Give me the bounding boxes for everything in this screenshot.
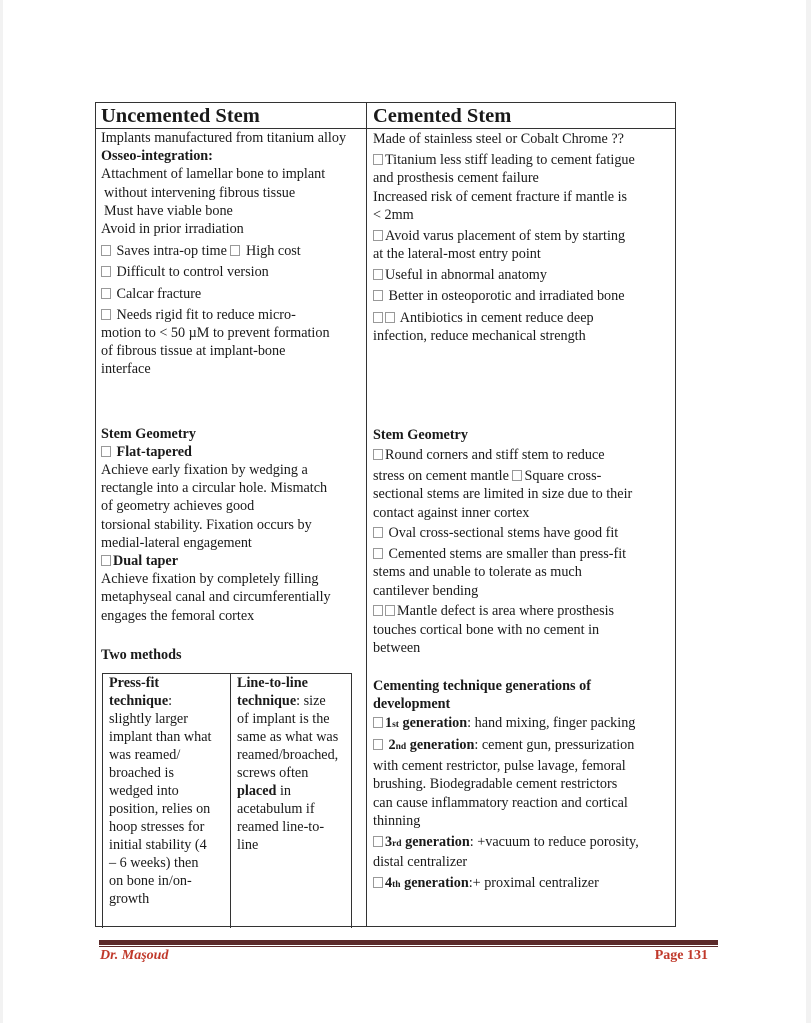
round-square-line: stress on cement mantle Square cross-	[373, 467, 602, 484]
round-bullet: Round corners and stiff stem to reduce	[373, 446, 673, 465]
flat-line: medial-lateral engagement	[101, 534, 252, 551]
gen3-bullet: 3rd generation: +vacuum to reduce porosity,	[373, 833, 673, 854]
press-fit-line: broached is	[109, 765, 175, 781]
stem-geometry-title-right: Stem Geometry	[373, 426, 468, 443]
checkbox-icon	[101, 245, 111, 256]
mantle-bullet: Mantle defect is area where prosthesis	[373, 602, 673, 621]
checkbox-icon	[373, 269, 383, 280]
cemented-bullet: Cemented stems are smaller than press-fit	[373, 545, 673, 564]
osseo-line: Attachment of lamellar bone to implant	[101, 166, 326, 183]
line-to-line-line: of implant is the	[237, 711, 330, 727]
methods-table	[102, 673, 352, 928]
cemented-line: cantilever bending	[373, 582, 479, 599]
square-line: sectional stems are limited in size due to their	[373, 486, 633, 502]
press-fit-line: position, relies on	[109, 801, 211, 817]
gen2-line: with cement restrictor, pulse lavage, femoral	[373, 757, 626, 774]
checkbox-icon	[373, 527, 383, 538]
checkbox-icon	[373, 230, 383, 241]
document-page	[3, 0, 806, 1023]
line-to-line-line: reamed line-to-	[237, 819, 325, 835]
gen2-line: thinning	[373, 813, 421, 829]
dual-line: engages the femoral cortex	[101, 607, 255, 624]
checkbox-icon	[230, 245, 240, 256]
press-fit-line: slightly larger	[109, 711, 188, 727]
cemented-line: stems and unable to tolerate as much	[373, 564, 582, 580]
gen2-line: can cause inflammatory reaction and cortical	[373, 794, 628, 811]
osseo-line: Avoid in prior irradiation	[101, 221, 244, 238]
square-line: contact against inner cortex	[373, 504, 530, 521]
titanium-line: and prosthesis cement failure	[373, 170, 539, 186]
checkbox-icon	[385, 312, 395, 323]
dual-line: metaphyseal canal and circumferentially	[101, 589, 331, 606]
checkbox-icon	[385, 605, 395, 616]
checkbox-icon	[373, 154, 383, 165]
checkbox-icon	[373, 548, 383, 559]
line-to-line-title: Line-to-line	[237, 675, 308, 691]
uncemented-column	[101, 129, 363, 664]
dual-line: Achieve fixation by completely filling	[101, 571, 319, 588]
flat-line: rectangle into a circular hole. Mismatch	[101, 480, 328, 497]
column-divider	[366, 103, 367, 926]
bullet-saves-cost: Saves intra-op time High cost	[101, 242, 363, 260]
risk-line: Increased risk of cement fracture if mantle is	[373, 188, 628, 205]
press-fit-cell	[109, 674, 229, 908]
footer-author: Dr. Maşoud	[100, 948, 169, 963]
gen4-bullet: 4th generation:+ proximal centralizer	[373, 874, 673, 895]
uncemented-header: Uncemented Stem	[101, 105, 260, 127]
gen2-line: brushing. Biodegradable cement restrictors	[373, 776, 618, 792]
flat-line: torsional stability. Fixation occurs by	[101, 516, 312, 533]
press-fit-line: – 6 weeks) then	[109, 855, 199, 871]
checkbox-icon	[373, 877, 383, 888]
checkbox-icon	[512, 470, 522, 481]
checkbox-icon	[101, 309, 111, 320]
page-number: Page 131	[654, 948, 708, 963]
line-to-line-cell	[237, 674, 353, 854]
comparison-table	[95, 102, 676, 927]
bullet-needs-line: interface	[101, 361, 151, 378]
press-fit-title-2: technique:	[109, 693, 173, 709]
line-to-line-line: same as what was	[237, 729, 339, 745]
cemented-column	[373, 130, 673, 894]
checkbox-icon	[101, 446, 111, 457]
checkbox-icon	[101, 266, 111, 277]
checkbox-icon	[373, 739, 383, 750]
flat-tapered-title: Flat-tapered	[101, 443, 363, 461]
two-methods-title: Two methods	[101, 646, 182, 663]
line-to-line-line: reamed/broached,	[237, 747, 339, 763]
osseo-line: without intervening fibrous tissue	[104, 184, 296, 201]
footer-rule	[99, 940, 718, 945]
gen2-bullet: 2nd generation: cement gun, pressurization	[373, 736, 673, 757]
checkbox-icon	[101, 288, 111, 299]
bullet-difficult: Difficult to control version	[101, 263, 363, 281]
useful-bullet: Useful in abnormal anatomy	[373, 266, 673, 285]
oval-bullet: Oval cross-sectional stems have good fit	[373, 524, 673, 543]
checkbox-icon	[373, 449, 383, 460]
varus-line: at the lateral-most entry point	[373, 246, 541, 262]
better-bullet: Better in osteoporotic and irradiated bone	[373, 287, 673, 306]
line-to-line-placed: placed in	[237, 783, 292, 799]
checkbox-icon	[373, 717, 383, 728]
line-to-line-title-2: technique: size	[237, 693, 326, 709]
made-of-text: Made of stainless steel or Cobalt Chrome ??	[373, 131, 624, 147]
bullet-needs-line: of fibrous tissue at implant-bone	[101, 343, 286, 360]
cemented-header: Cemented Stem	[373, 105, 512, 127]
intro-text: Implants manufactured from titanium alloy	[101, 130, 347, 146]
line-to-line-line: acetabulum if	[237, 801, 315, 817]
dual-taper-title: Dual taper	[101, 552, 363, 570]
titanium-bullet: Titanium less stiff leading to cement fatigue	[373, 151, 673, 170]
generations-title: development	[373, 696, 451, 712]
flat-line: Achieve early fixation by wedging a	[101, 462, 308, 479]
bullet-calcar: Calcar fracture	[101, 285, 363, 303]
press-fit-line: initial stability (4	[109, 837, 207, 853]
antibiotics-line: infection, reduce mechanical strength	[373, 328, 586, 344]
checkbox-icon	[373, 836, 383, 847]
osseo-line: Must have viable bone	[104, 202, 233, 219]
varus-bullet: Avoid varus placement of stem by starting	[373, 227, 673, 246]
mantle-line: between	[373, 640, 421, 656]
footer-rule-thin	[99, 946, 718, 947]
bullet-needs: Needs rigid fit to reduce micro-	[101, 306, 363, 324]
stem-geometry-title: Stem Geometry	[101, 425, 196, 442]
checkbox-icon	[373, 605, 383, 616]
press-fit-line: implant than what	[109, 729, 212, 745]
gen1-bullet: 1st generation: hand mixing, finger packing	[373, 714, 673, 735]
press-fit-line: wedged into	[109, 783, 179, 799]
press-fit-line: was reamed/	[109, 747, 181, 763]
risk-line: < 2mm	[373, 207, 414, 223]
line-to-line-line: screws often	[237, 765, 309, 781]
bullet-needs-line: motion to < 50 µM to prevent formation	[101, 325, 330, 342]
antibiotics-bullet: Antibiotics in cement reduce deep	[373, 309, 673, 328]
press-fit-line: on bone in/on-	[109, 873, 192, 889]
generations-title: Cementing technique generations of	[373, 677, 591, 694]
gen3-line: distal centralizer	[373, 854, 468, 870]
methods-divider	[230, 674, 231, 928]
line-to-line-line: line	[237, 837, 259, 853]
mantle-line: touches cortical bone with no cement in	[373, 621, 600, 638]
osseo-title: Osseo-integration:	[101, 148, 213, 165]
checkbox-icon	[101, 555, 111, 566]
press-fit-line: growth	[109, 891, 150, 907]
press-fit-line: hoop stresses for	[109, 819, 205, 835]
checkbox-icon	[373, 290, 383, 301]
press-fit-title: Press-fit	[109, 675, 160, 691]
flat-line: of geometry achieves good	[101, 498, 255, 515]
checkbox-icon	[373, 312, 383, 323]
